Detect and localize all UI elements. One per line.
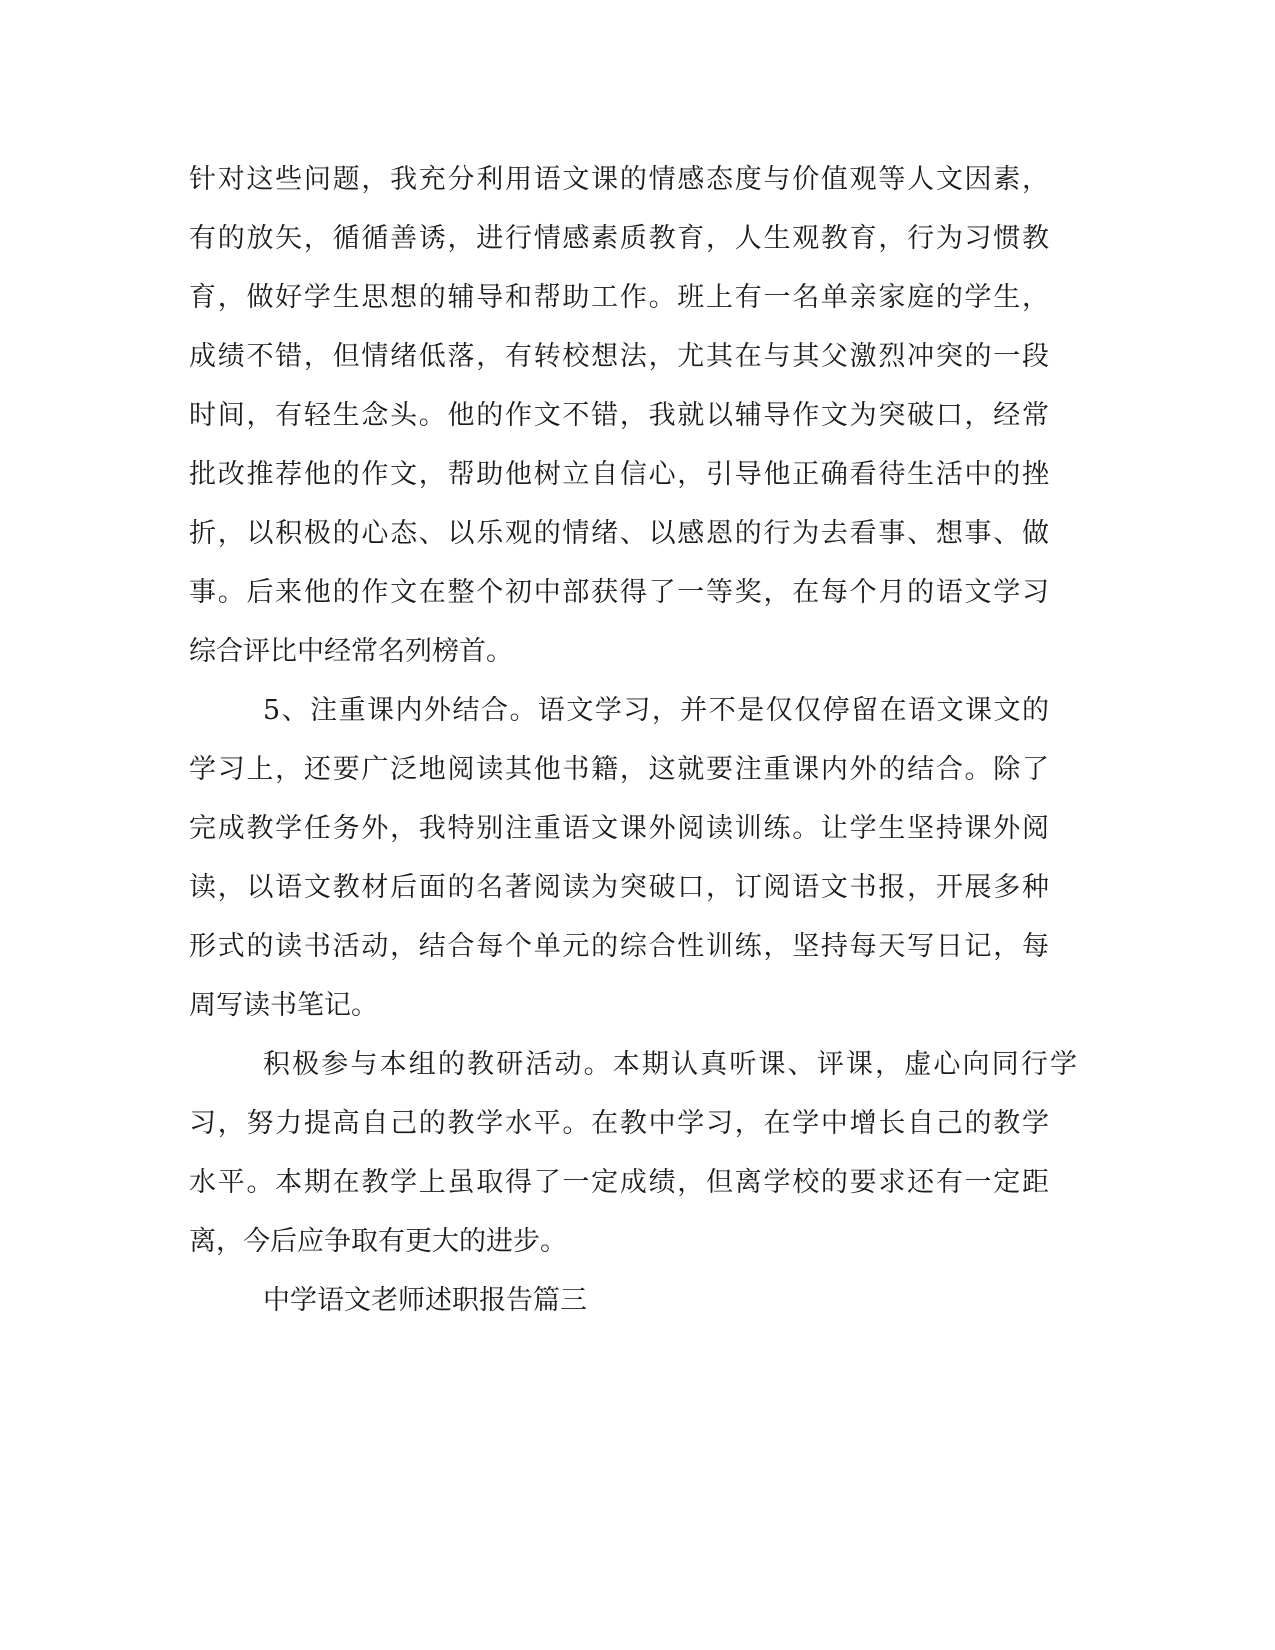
paragraph-3-line-4: 离，今后应争取有更大的进步。 xyxy=(189,1226,567,1257)
paragraph-2-line-3: 完成教学任务外，我特别注重语文课外阅读训练。让学生坚持课外阅 xyxy=(189,813,1049,844)
paragraph-1-line-9: 综合评比中经常名列榜首。 xyxy=(189,636,513,667)
paragraph-1-line-6: 批改推荐他的作文，帮助他树立自信心，引导他正确看待生活中的挫 xyxy=(189,459,1049,490)
paragraph-2-line-5: 形式的读书活动，结合每个单元的综合性训练，坚持每天写日记，每 xyxy=(189,931,1049,962)
paragraph-1-line-8: 事。后来他的作文在整个初中部获得了一等奖，在每个月的语文学习 xyxy=(189,577,1049,608)
paragraph-3-line-1: 积极参与本组的教研活动。本期认真听课、评课，虚心向同行学 xyxy=(263,1049,1077,1080)
section-heading: 中学语文老师述职报告篇三 xyxy=(263,1285,587,1316)
paragraph-2-line-2: 学习上，还要广泛地阅读其他书籍，这就要注重课内外的结合。除了 xyxy=(189,754,1049,785)
paragraph-3-line-2: 习，努力提高自己的教学水平。在教中学习，在学中增长自己的教学 xyxy=(189,1108,1049,1139)
paragraph-2-line-1: 5、注重课内外结合。语文学习，并不是仅仅停留在语文课文的 xyxy=(263,695,1049,726)
paragraph-1-line-1: 针对这些问题，我充分利用语文课的情感态度与价值观等人文因素， xyxy=(189,164,1049,195)
paragraph-1-line-7: 折，以积极的心态、以乐观的情绪、以感恩的行为去看事、想事、做 xyxy=(189,518,1049,549)
paragraph-1-line-3: 育，做好学生思想的辅导和帮助工作。班上有一名单亲家庭的学生， xyxy=(189,282,1049,313)
paragraph-2-line-4: 读，以语文教材后面的名著阅读为突破口，订阅语文书报，开展多种 xyxy=(189,872,1049,903)
paragraph-1-line-2: 有的放矢，循循善诱，进行情感素质教育，人生观教育，行为习惯教 xyxy=(189,223,1049,254)
paragraph-2-line-6: 周写读书笔记。 xyxy=(189,990,378,1021)
paragraph-3-line-3: 水平。本期在教学上虽取得了一定成绩，但离学校的要求还有一定距 xyxy=(189,1167,1049,1198)
paragraph-1-line-5: 时间，有轻生念头。他的作文不错，我就以辅导作文为突破口，经常 xyxy=(189,400,1049,431)
paragraph-1-line-4: 成绩不错，但情绪低落，有转校想法，尤其在与其父激烈冲突的一段 xyxy=(189,341,1049,372)
